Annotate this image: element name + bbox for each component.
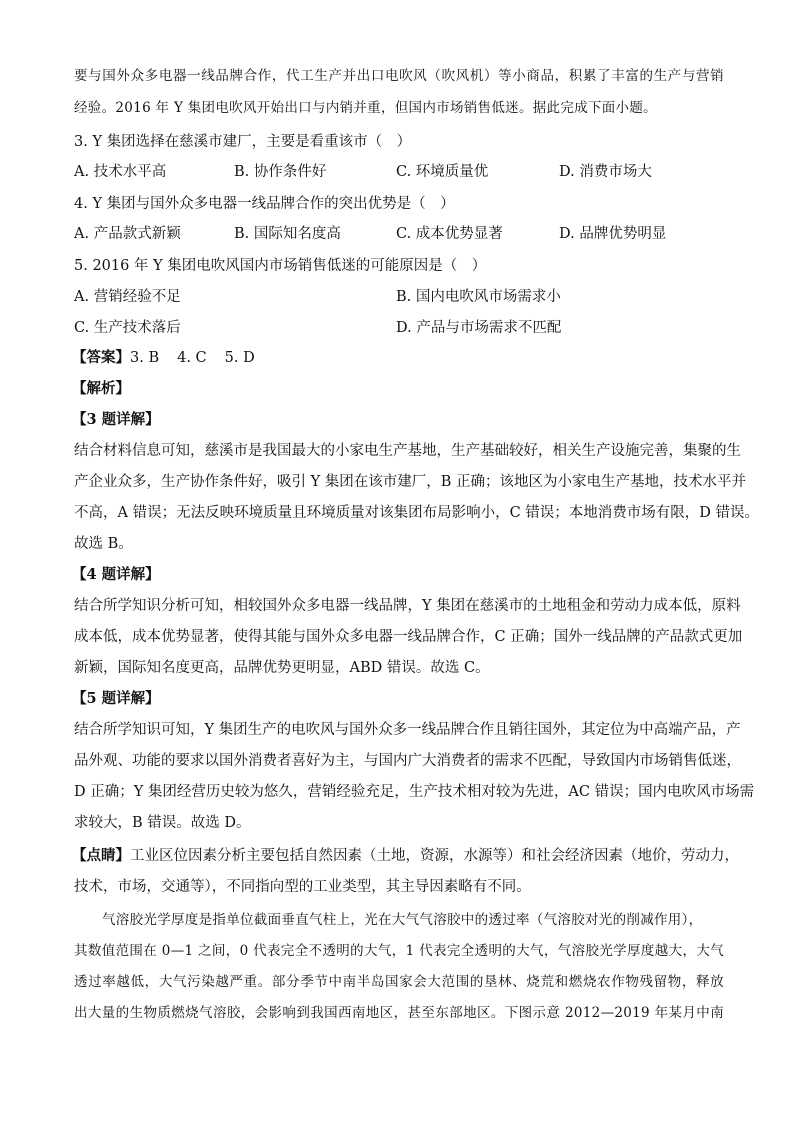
- detail-3-line: 产企业众多，生产协作条件好，吸引 Y 集团在该市建厂，B 正确；该地区为小家电生产基地，技术水平并: [74, 474, 747, 490]
- detail-4-line: 新颖，国际知名度更高，品牌优势更明显，ABD 错误。故选 C。: [74, 660, 490, 676]
- material-line: 气溶胶光学厚度是指单位截面垂直气柱上，光在大气气溶胶中的透过率（气溶胶对光的削减作用），: [102, 912, 703, 928]
- detail-4-line: 成本低，成本优势显著，使得其能与国外众多电器一线品牌合作，C 正确；国外一线品牌的产品款式更加: [74, 629, 743, 645]
- detail-5-label: 【5 题详解】: [72, 690, 160, 707]
- q5-option-d: D. 产品与市场需求不匹配: [396, 320, 562, 336]
- q3-option-d: D. 消费市场大: [559, 164, 652, 180]
- question-4-stem: 4. Y 集团与国外众多电器一线品牌合作的突出优势是（ ）: [74, 196, 455, 212]
- q5-option-a: A. 营销经验不足: [74, 289, 181, 305]
- q4-option-d: D. 品牌优势明显: [559, 226, 667, 242]
- q4-option-a: A. 产品款式新颖: [74, 226, 181, 242]
- q3-option-b: B. 协作条件好: [234, 164, 327, 180]
- detail-3-line: 结合材料信息可知，慈溪市是我国最大的小家电生产基地，生产基础较好，相关生产设施完善，集聚的生: [74, 443, 741, 459]
- material-line: 经验。2016 年 Y 集团电吹风开始出口与内销并重，但国内市场销售低迷。据此完成下面小题。: [74, 100, 657, 116]
- q5-option-c: C. 生产技术落后: [74, 320, 181, 336]
- answer-label: 【答案】: [72, 349, 130, 366]
- tip-row: [72, 846, 739, 866]
- detail-4-label: 【4 题详解】: [72, 566, 160, 583]
- q5-option-b: B. 国内电吹风市场需求小: [396, 289, 561, 305]
- q4-option-b: B. 国际知名度高: [234, 226, 341, 242]
- q3-option-c: C. 环境质量优: [396, 164, 489, 180]
- question-5-stem: 5. 2016 年 Y 集团电吹风国内市场销售低迷的可能原因是（ ）: [74, 258, 487, 274]
- q4-option-c: C. 成本优势显著: [396, 226, 503, 242]
- answer-row: [72, 348, 722, 368]
- answer-item: 4. C: [177, 350, 207, 366]
- answer-item: 3. B: [130, 350, 160, 366]
- material-line: 其数值范围在 0—1 之间，0 代表完全不透明的大气，1 代表完全透明的大气，气溶胶光学厚度越大，大气: [74, 943, 724, 959]
- detail-4-line: 结合所学知识分析可知，相较国外众多电器一线品牌，Y 集团在慈溪市的土地租金和劳动力成本低，原料: [74, 598, 741, 614]
- tip-label: 【点睛】: [72, 847, 130, 864]
- detail-5-line: D 正确；Y 集团经营历史较为悠久，营销经验充足，生产技术相对较为先进，AC 错误；国内电吹风市场需: [74, 784, 755, 800]
- answer-item: 5. D: [224, 350, 255, 366]
- detail-5-line: 结合所学知识可知，Y 集团生产的电吹风与国外众多一线品牌合作且销往国外，其定位为中高端产品，产: [74, 722, 741, 738]
- tip-line: 工业区位因素分析主要包括自然因素（土地，资源，水源等）和社会经济因素（地价，劳动力，: [130, 848, 739, 864]
- detail-3-label: 【3 题详解】: [72, 411, 160, 428]
- material-line: 要与国外众多电器一线品牌合作，代工生产并出口电吹风（吹风机）等小商品，积累了丰富的生产与营销: [74, 68, 724, 84]
- material-line: 出大量的生物质燃烧气溶胶，会影响到我国西南地区，甚至东部地区。下图示意 2012—2019 年某月中南: [74, 1005, 724, 1021]
- analysis-label: 【解析】: [72, 380, 130, 397]
- detail-5-line: 品外观、功能的要求以国外消费者喜好为主，与国内广大消费者的需求不匹配，导致国内市场销售低迷，: [74, 753, 741, 769]
- material-line: 透过率越低，大气污染越严重。部分季节中南半岛国家会大范围的垦林、烧荒和燃烧农作物残留物，释放: [74, 974, 724, 990]
- q3-option-a: A. 技术水平高: [74, 164, 167, 180]
- question-3-stem: 3. Y 集团选择在慈溪市建厂，主要是看重该市（ ）: [74, 134, 412, 150]
- detail-3-line: 故选 B。: [74, 536, 133, 552]
- detail-3-line: 不高，A 错误；无法反映环境质量且环境质量对该集团布局影响小，C 错误；本地消费市场有限，D 错误。: [74, 505, 760, 521]
- tip-line: 技术，市场，交通等），不同指向型的工业类型，其主导因素略有不同。: [74, 879, 531, 895]
- detail-5-line: 求较大，B 错误。故选 D。: [74, 815, 251, 831]
